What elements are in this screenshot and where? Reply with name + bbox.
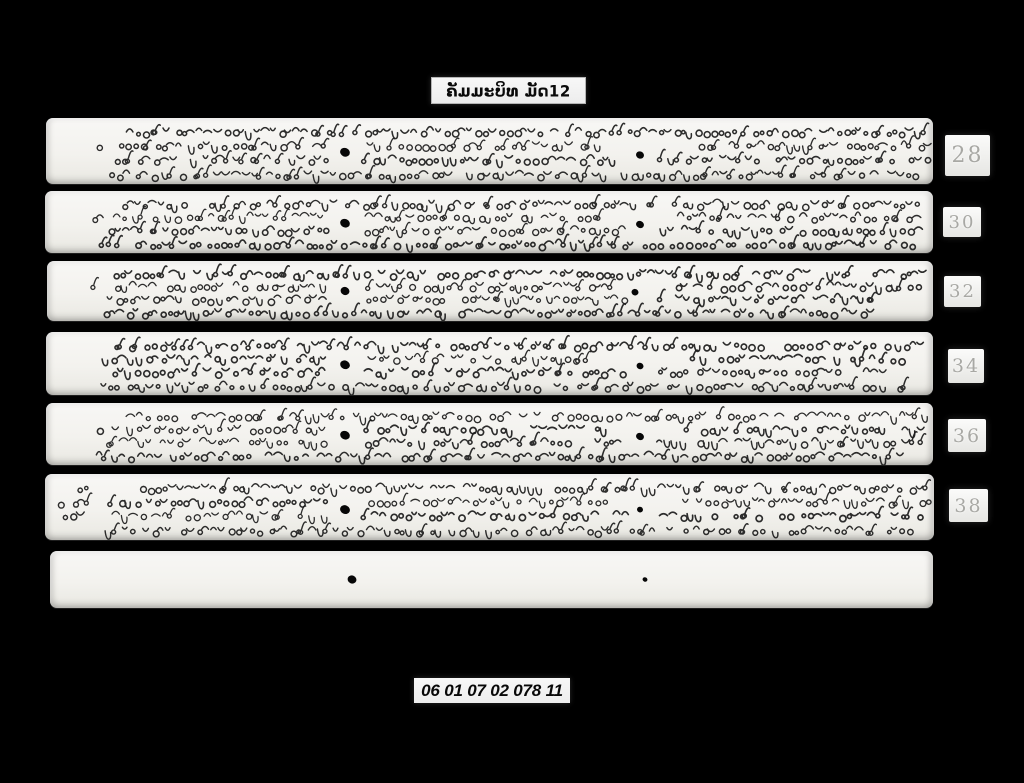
script-line xyxy=(369,493,608,508)
manuscript-text xyxy=(46,403,933,465)
manuscript-text xyxy=(45,191,933,253)
script-line xyxy=(96,447,903,465)
script-line xyxy=(364,363,626,379)
script-line xyxy=(684,422,924,437)
margin-annotation xyxy=(58,493,91,508)
script-line xyxy=(107,295,326,306)
script-line xyxy=(126,123,928,140)
binding-hole xyxy=(339,359,352,371)
script-line xyxy=(112,506,327,524)
code-text: 06 01 07 02 078 11 xyxy=(421,680,563,700)
script-line xyxy=(123,195,919,213)
title-slip xyxy=(431,77,586,104)
script-line xyxy=(659,368,886,378)
binding-hole xyxy=(630,288,639,297)
binding-hole xyxy=(635,432,645,442)
folio-tag-30: 30 xyxy=(943,207,981,237)
script-line xyxy=(362,153,615,167)
manuscript-strip-7 xyxy=(50,551,933,608)
binding-hole xyxy=(635,150,645,160)
script-line xyxy=(364,420,606,437)
folio-tag-32: 32 xyxy=(944,276,981,307)
script-line xyxy=(361,506,628,521)
manuscript-strip-1 xyxy=(46,118,933,184)
manuscript-strip-2 xyxy=(45,191,933,253)
folio-tag-28: 28 xyxy=(945,135,990,176)
script-line xyxy=(660,506,924,521)
manuscript-text xyxy=(47,261,933,321)
folio-tag-36: 36 xyxy=(948,419,986,452)
margin-annotation xyxy=(78,486,88,492)
binding-hole xyxy=(635,362,644,371)
margin-annotation xyxy=(97,145,102,150)
script-line xyxy=(367,292,628,307)
script-line xyxy=(116,281,326,292)
code-slip xyxy=(414,678,570,703)
binding-hole xyxy=(339,217,352,229)
script-line xyxy=(690,348,905,366)
margin-annotation xyxy=(93,215,103,223)
binding-hole xyxy=(339,504,352,516)
script-line xyxy=(368,350,591,366)
script-line xyxy=(367,137,600,152)
script-line xyxy=(141,478,931,497)
script-line xyxy=(112,419,325,436)
script-line xyxy=(699,135,931,154)
folio-tag-34: 34 xyxy=(948,349,984,383)
margin-annotation xyxy=(63,512,84,520)
script-line xyxy=(126,407,927,425)
script-line xyxy=(660,221,922,239)
manuscript-strip-5 xyxy=(46,403,933,465)
script-line xyxy=(108,495,327,509)
binding-hole xyxy=(642,576,648,582)
manuscript-text xyxy=(46,332,933,395)
script-line xyxy=(658,149,931,165)
script-line xyxy=(115,151,328,168)
manuscript-text xyxy=(50,551,933,608)
script-line xyxy=(101,377,908,395)
script-line xyxy=(683,492,931,509)
manuscript-strip-3 xyxy=(47,261,933,321)
folio-tag-38: 38 xyxy=(949,489,988,522)
binding-hole xyxy=(636,506,644,514)
script-line xyxy=(365,221,625,237)
script-line xyxy=(678,207,921,223)
script-line xyxy=(115,336,923,354)
script-line xyxy=(118,355,326,366)
manuscript-strip-6 xyxy=(45,474,934,540)
margin-annotation xyxy=(97,428,103,434)
manuscript-strip-4 xyxy=(46,332,933,395)
manuscript-text xyxy=(46,118,933,184)
script-line xyxy=(109,221,329,236)
binding-hole xyxy=(339,285,351,296)
script-line xyxy=(658,289,877,306)
margin-annotation xyxy=(91,278,98,290)
binding-hole xyxy=(635,220,645,230)
binding-hole xyxy=(346,574,358,585)
script-line xyxy=(110,165,919,183)
script-line xyxy=(99,234,915,252)
script-line xyxy=(676,278,921,295)
title-text: ຄັມມະບິທ ມັດ12 xyxy=(446,81,571,100)
binding-hole xyxy=(339,146,352,158)
script-line xyxy=(120,138,329,155)
script-line xyxy=(366,278,615,293)
script-line xyxy=(105,521,913,539)
script-line xyxy=(114,264,926,282)
manuscript-text xyxy=(45,474,934,540)
margin-annotation xyxy=(102,358,117,365)
binding-hole xyxy=(339,429,352,441)
script-line xyxy=(113,363,325,379)
script-line xyxy=(657,432,926,450)
script-line xyxy=(107,436,327,450)
